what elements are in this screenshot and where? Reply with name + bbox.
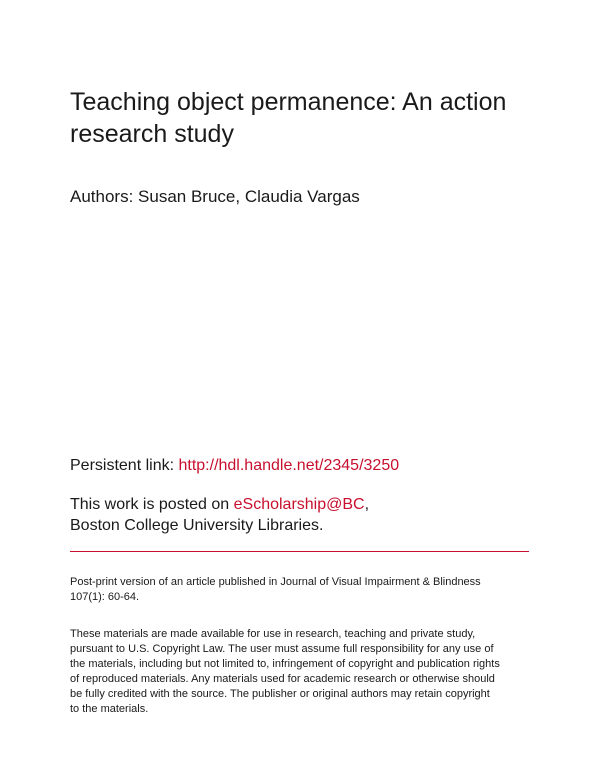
- post-print-note: [70, 575, 540, 605]
- rights-line-4: of reproduced materials. Any materials used for academic research or otherwise should: [70, 673, 495, 685]
- persistent-link-label: Persistent link:: [70, 457, 179, 474]
- persistent-link[interactable]: http://hdl.handle.net/2345/3250: [178, 457, 400, 474]
- rights-line-1: These materials are made available for use in research, teaching and private study,: [70, 628, 476, 640]
- title-line-2: research study: [70, 120, 234, 148]
- posted-prefix: This work is posted on: [70, 496, 234, 513]
- posted-institution: Boston College University Libraries.: [70, 517, 324, 534]
- rights-line-6: to the materials.: [70, 703, 149, 715]
- escholarship-link[interactable]: eScholarship@BC: [233, 496, 365, 513]
- authors-line: Authors: Susan Bruce, Claudia Vargas: [70, 187, 360, 206]
- rights-line-2: pursuant to U.S. Copyright Law. The user must assume full responsibility for any use of: [70, 643, 494, 655]
- rights-line-5: be fully credited with the source. The publisher or original authors may retain copyright: [70, 688, 490, 700]
- document-title: [70, 86, 540, 150]
- rights-line-3: the materials, including but not limited to, infringement of copyright and publication rights: [70, 658, 500, 670]
- posted-on-text: [70, 494, 369, 536]
- persistent-link-line: [70, 456, 399, 476]
- note-line-1: Post-print version of an article published in Journal of Visual Impairment & Blindness: [70, 576, 481, 588]
- rights-statement: [70, 627, 540, 717]
- note-line-2: 107(1): 60-64.: [70, 591, 140, 603]
- divider-rule: [70, 551, 529, 552]
- title-line-1: Teaching object permanence: An action: [70, 88, 507, 116]
- posted-suffix: ,: [364, 496, 370, 513]
